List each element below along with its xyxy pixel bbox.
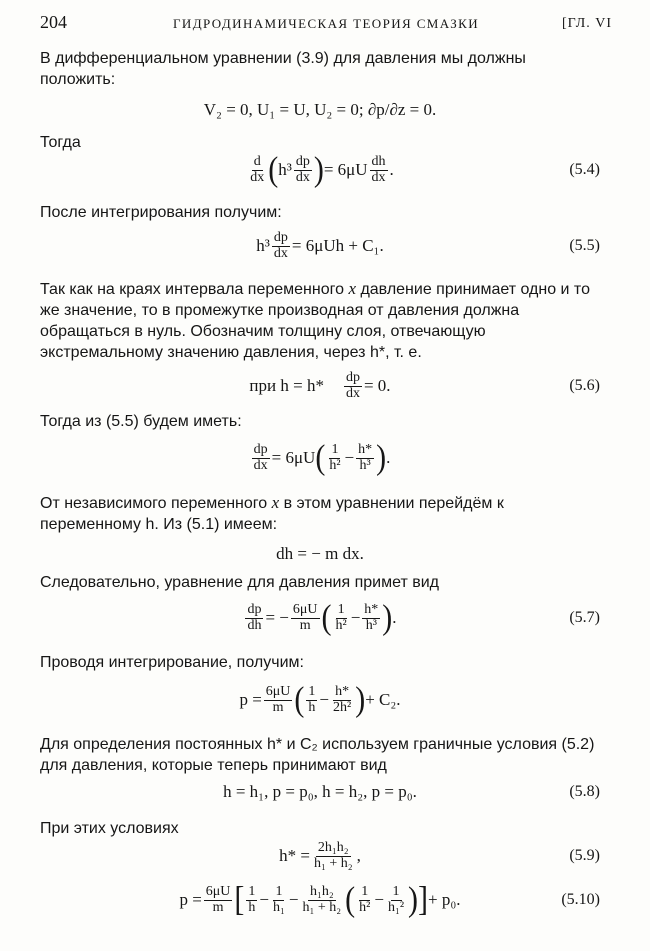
frac-num: h* [358, 441, 373, 457]
frac-num: d [253, 153, 261, 169]
equation-conditions-text: V₂ = 0, U₁ = U, U₂ = 0; ∂p/∂z = 0. [203, 100, 437, 119]
term: . [386, 448, 391, 467]
frac-num: 1 [337, 601, 345, 617]
frac-den: h³ [359, 457, 371, 473]
paragraph-8: Проводя интегрирование, получим: [40, 654, 304, 671]
frac-num: 6μU [205, 883, 231, 899]
frac-den: dx [250, 169, 265, 185]
term: = 6μU [323, 160, 368, 179]
equation-5-6 [40, 364, 600, 408]
equation-unnumbered-1: $\frac{dp}{dx}$ = 6μU ( $\frac{1}{\text{h²}}$ − $\frac{h*}{\text{h³}}$ ) . [253, 438, 391, 477]
term: p = [239, 690, 262, 709]
equation-number: (5.6) [569, 377, 600, 394]
frac-den: dx [273, 245, 288, 261]
paragraph-10: При этих условиях [40, 820, 179, 837]
frac-num: 1 [361, 883, 369, 899]
term: h = h₁, p = p₀, h = h₂, p = p₀. [223, 782, 417, 801]
frac-num: dh [371, 153, 386, 169]
equation-number: (5.8) [569, 783, 600, 800]
chapter-label: [ГЛ. VI [562, 16, 612, 31]
frac-den: h₁ + h₂ [302, 899, 342, 915]
equation-5-7: $\frac{dp}{dh}$ = − $\frac{6\mu U}{m}$ ( $\frac{1}{\text{h²}}$ − $\frac{h*}{\text{h³}}$ ) . (5.7) [247, 598, 600, 637]
frac-den: dh [247, 617, 262, 633]
frac-den: dx [371, 169, 386, 185]
frac-den: h₁ [273, 899, 285, 915]
page-header [40, 8, 612, 34]
frac-den: h [308, 699, 316, 715]
frac-num: 1 [275, 883, 283, 899]
frac-num: dp [247, 601, 262, 617]
term: = 0. [363, 376, 391, 395]
term: − [374, 890, 384, 909]
frac-den: m [272, 699, 284, 715]
frac-num: h* [335, 683, 350, 699]
term: = − [265, 608, 289, 627]
term: − [344, 448, 355, 467]
term: + C₂. [365, 690, 401, 709]
frac-den: h [248, 899, 256, 915]
term: − [319, 690, 329, 709]
equation-dh [40, 532, 600, 576]
frac-num: dp [253, 441, 268, 457]
frac-den: dx [253, 457, 268, 473]
equation-5-5 [40, 224, 600, 268]
paragraph-1: В дифференциальном уравнении (3.9) для давления мы должны положить: [40, 50, 526, 88]
running-title: ГИДРОДИНАМИЧЕСКАЯ ТЕОРИЯ СМАЗКИ [173, 16, 479, 31]
frac-num: 1 [331, 441, 339, 457]
frac-den: h³ [365, 617, 377, 633]
text-run: От независимого переменного [40, 495, 272, 512]
frac-den: dx [295, 169, 310, 185]
equation-number: (5.9) [569, 847, 600, 864]
frac-num: 6μU [265, 683, 291, 699]
term: h³ [256, 236, 270, 255]
frac-num: dp [273, 229, 288, 245]
frac-den: m [212, 899, 224, 915]
text-run: в этом уравнении перейдём к переменному h. Из (5.1) имеем: [40, 495, 504, 533]
equation-p: p = $\frac{6\mu U}{m}$ ( $\frac{1}{h}$ − $\frac{h*}{\text{2h²}}$ ) + C₂. [239, 680, 401, 719]
frac-num: dp [345, 369, 360, 385]
term: p = [179, 890, 202, 909]
frac-num: h₁h₂ [309, 883, 334, 899]
equation-5-4: $\frac{d}{dx}$ ( h³ $\frac{dp}{dx}$ ) = 6μU $\frac{dh}{dx}$ . (5.4) [250, 150, 600, 189]
term: h* = [279, 846, 310, 865]
page-number: 204 [40, 12, 67, 32]
paragraph-7: Следовательно, уравнение для давления примет вид [40, 574, 439, 591]
term: h³ [278, 160, 292, 179]
paragraph-2: Тогда [40, 134, 81, 151]
text-run: Так как на краях интервала переменного [40, 281, 349, 298]
frac-num: h* [364, 601, 379, 617]
frac-den: h₁ + h₂ [313, 855, 353, 871]
frac-num: 6μU [292, 601, 318, 617]
equation-conditions [40, 88, 600, 132]
frac-den: h² [329, 457, 341, 473]
paragraph-9: Для определения постоянных h* и C₂ используем граничные условия (5.2) для давления, которые теперь принимают вид [40, 736, 595, 774]
term: − [288, 890, 299, 909]
term: при h = h* [249, 376, 324, 395]
equation-5-9 [40, 834, 600, 878]
math-var: x [348, 279, 356, 298]
term: = 6μU [271, 448, 316, 467]
frac-den: h² [335, 617, 347, 633]
math-var: x [271, 493, 280, 512]
frac-den: 2h² [333, 699, 352, 715]
term: − [350, 608, 361, 627]
frac-num: 2h₁h₂ [317, 839, 349, 855]
frac-num: 1 [392, 883, 400, 899]
frac-num: 1 [248, 883, 256, 899]
equation-number: (5.7) [569, 609, 600, 626]
equation-number: (5.10) [561, 891, 600, 908]
frac-num: 1 [308, 683, 316, 699]
equation-5-8 [40, 770, 600, 814]
frac-den: h₁² [387, 899, 405, 915]
paragraph-6 [40, 492, 600, 535]
text-run: давление принимает одно и то же значение, то в промежутке производная от давления должна обращаться в нуль. Обозначим толщину слоя, отвечающую экстремальному значению давления, через h*, т. е. [40, 281, 590, 361]
term: − [259, 890, 270, 909]
frac-num: dp [295, 153, 310, 169]
frac-den: m [299, 617, 311, 633]
paragraph-5: Тогда из (5.5) будем иметь: [40, 413, 242, 430]
term: + p₀. [428, 890, 461, 909]
frac-den: dx [345, 385, 360, 401]
term: , [356, 846, 361, 865]
term: . [392, 608, 397, 627]
term: = 6μUh + C₁. [291, 236, 384, 255]
equation-number: (5.4) [569, 161, 600, 178]
equation-number: (5.5) [569, 237, 600, 254]
equation-dh-text: dh = − m dx. [276, 544, 364, 563]
equation-5-10: p = $\frac{6\mu U}{m}$ [ $\frac{1}{h}$ − $\frac{1}{\text{h₁}}$ − $\frac{\text{h₁h₂}}{\text{h₁ + h₂}}$ ( $\frac{1}{\text{h²}}$ − $\frac{1}{\text{h₁²}}$ )] + p₀. (5.10) [179, 880, 600, 919]
paragraph-3: После интегрирования получим: [40, 204, 282, 221]
frac-den: h² [359, 899, 371, 915]
paragraph-4 [40, 278, 600, 363]
